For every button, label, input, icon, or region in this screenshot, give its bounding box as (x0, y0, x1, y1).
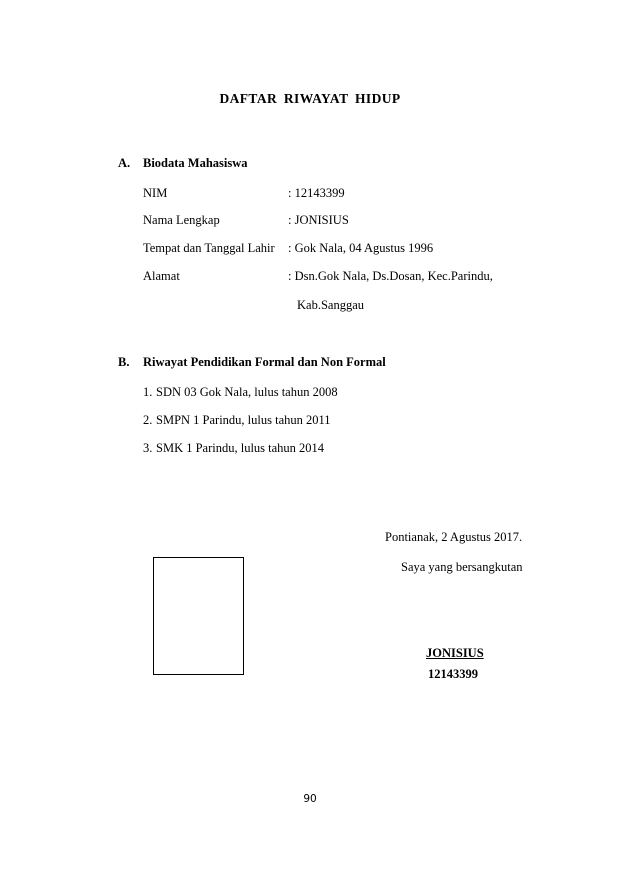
section-b-letter: B. (118, 355, 130, 369)
section-b-heading: Riwayat Pendidikan Formal dan Non Formal (143, 355, 386, 369)
education-item-number: 1. (143, 385, 153, 399)
education-item-number: 3. (143, 441, 153, 455)
address-value-continuation: Kab.Sanggau (297, 298, 364, 312)
signature-nim: 12143399 (428, 667, 478, 681)
education-item-text: SMPN 1 Parindu, lulus tahun 2011 (156, 413, 331, 427)
photo-placeholder-box (153, 557, 244, 675)
document-title: DAFTAR RIWAYAT HIDUP (219, 91, 401, 106)
signature-place-date: Pontianak, 2 Agustus 2017. (385, 530, 523, 544)
nim-label: NIM (143, 186, 168, 200)
page-number: 90 (303, 793, 317, 805)
education-item-text: SMK 1 Parindu, lulus tahun 2014 (156, 441, 325, 455)
full-name-label: Nama Lengkap (143, 213, 220, 227)
section-a-heading: Biodata Mahasiswa (143, 156, 248, 170)
birth-place-date-label: Tempat dan Tanggal Lahir (143, 241, 275, 255)
section-a-letter: A. (118, 156, 131, 170)
signature-name: JONISIUS (426, 646, 484, 660)
birth-place-date-value: : Gok Nala, 04 Agustus 1996 (288, 241, 434, 255)
signature-role: Saya yang bersangkutan (401, 560, 523, 574)
education-item-text: SDN 03 Gok Nala, lulus tahun 2008 (156, 385, 338, 399)
education-item-number: 2. (143, 413, 153, 427)
full-name-value: : JONISIUS (288, 213, 349, 227)
address-value: : Dsn.Gok Nala, Ds.Dosan, Kec.Parindu, (288, 269, 493, 283)
nim-value: : 12143399 (288, 186, 345, 200)
address-label: Alamat (143, 269, 180, 283)
